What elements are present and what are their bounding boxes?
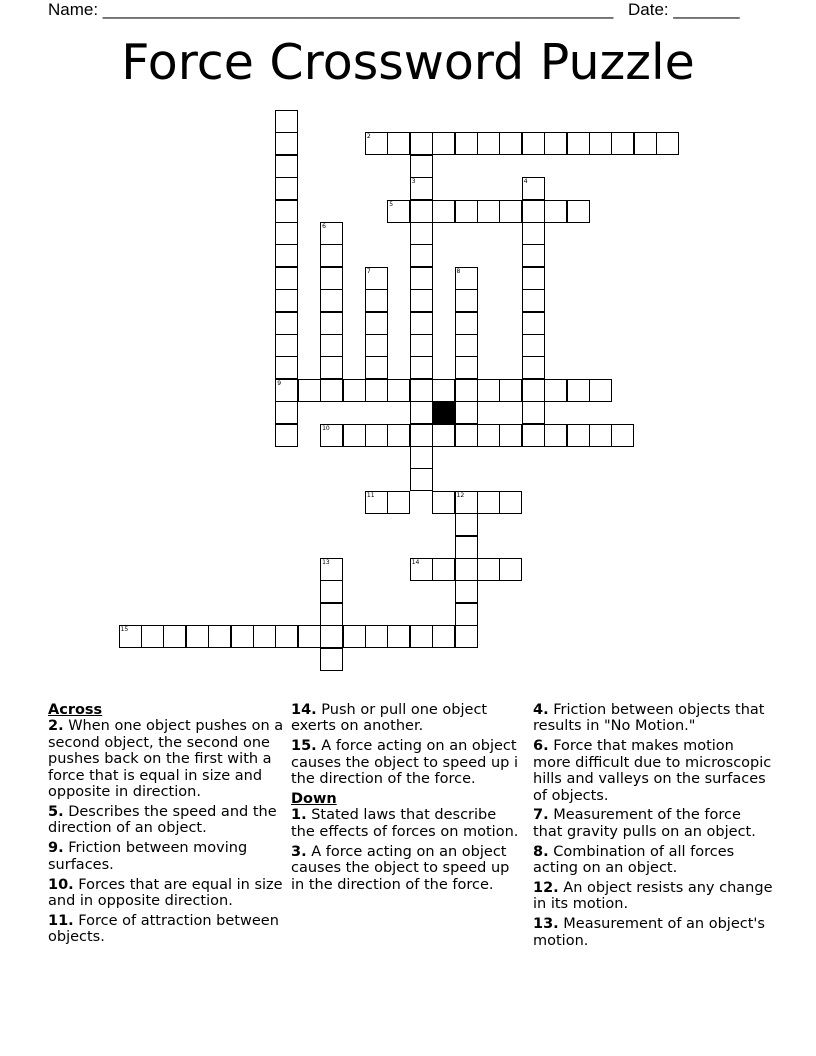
grid-cell[interactable] bbox=[477, 200, 500, 223]
grid-cell[interactable] bbox=[410, 379, 433, 402]
grid-cell[interactable] bbox=[320, 267, 343, 290]
down-clue bbox=[533, 880, 773, 913]
clue-text: A force acting on an object causes the object to speed up in the direction of the force. bbox=[291, 843, 510, 893]
grid-cell[interactable] bbox=[119, 625, 142, 648]
grid-cell[interactable] bbox=[455, 334, 478, 357]
grid-cell[interactable] bbox=[499, 132, 522, 155]
grid-cell[interactable] bbox=[589, 379, 612, 402]
across-clue bbox=[291, 702, 523, 735]
grid-cell[interactable] bbox=[477, 491, 500, 514]
clue-number: 7. bbox=[533, 807, 549, 824]
black-cell bbox=[432, 401, 455, 424]
grid-cell[interactable] bbox=[432, 379, 455, 402]
grid-cell[interactable] bbox=[522, 356, 545, 379]
grid-cell[interactable] bbox=[320, 625, 343, 648]
grid-cell[interactable] bbox=[567, 200, 590, 223]
clue-number: 5. bbox=[48, 803, 64, 820]
grid-cell[interactable] bbox=[477, 379, 500, 402]
clue-number: 8. bbox=[533, 843, 549, 860]
grid-cell[interactable] bbox=[320, 356, 343, 379]
grid-cell[interactable] bbox=[320, 289, 343, 312]
grid-cell[interactable] bbox=[544, 424, 567, 447]
grid-cell[interactable] bbox=[275, 312, 298, 335]
grid-cell[interactable] bbox=[522, 334, 545, 357]
clue-number-label: 10 bbox=[322, 424, 330, 432]
clue-number: 14. bbox=[291, 702, 317, 718]
grid-cell[interactable] bbox=[589, 132, 612, 155]
grid-cell[interactable] bbox=[499, 379, 522, 402]
across-heading: Across bbox=[48, 702, 103, 718]
down-clue bbox=[533, 844, 773, 877]
grid-cell[interactable] bbox=[320, 312, 343, 335]
grid-cell[interactable] bbox=[275, 334, 298, 357]
down-heading: Down bbox=[291, 791, 337, 808]
clue-column-1 bbox=[48, 702, 288, 949]
grid-cell[interactable] bbox=[410, 625, 433, 648]
grid-cell[interactable] bbox=[186, 625, 209, 648]
clue-number-label: 5 bbox=[389, 200, 394, 208]
grid-cell[interactable] bbox=[432, 558, 455, 581]
down-clue bbox=[291, 844, 523, 893]
grid-cell[interactable] bbox=[275, 132, 298, 155]
grid-cell[interactable] bbox=[522, 379, 545, 402]
grid-cell[interactable] bbox=[365, 625, 388, 648]
clue-number-label: 7 bbox=[366, 267, 371, 275]
clue-number: 3. bbox=[291, 843, 307, 860]
grid-cell[interactable] bbox=[522, 312, 545, 335]
across-clue bbox=[48, 877, 288, 910]
grid-cell[interactable] bbox=[499, 491, 522, 514]
grid-cell[interactable] bbox=[410, 446, 433, 469]
grid-cell[interactable] bbox=[275, 177, 298, 200]
grid-cell[interactable] bbox=[410, 356, 433, 379]
grid-cell[interactable] bbox=[365, 491, 388, 514]
grid-cell[interactable] bbox=[544, 200, 567, 223]
clue-text: Describes the speed and the direction of an object. bbox=[48, 803, 277, 837]
grid-cell[interactable] bbox=[365, 267, 388, 290]
grid-cell[interactable] bbox=[298, 625, 321, 648]
clue-number-label: 4 bbox=[523, 178, 528, 186]
clue-text: Combination of all forces acting on an object. bbox=[533, 843, 735, 877]
grid-cell[interactable] bbox=[455, 379, 478, 402]
grid-cell[interactable] bbox=[410, 312, 433, 335]
grid-cell[interactable] bbox=[320, 648, 343, 671]
grid-cell[interactable] bbox=[365, 289, 388, 312]
grid-cell[interactable] bbox=[455, 356, 478, 379]
grid-cell[interactable] bbox=[432, 200, 455, 223]
clue-text: Stated laws that describe the effects of forces on motion. bbox=[291, 807, 519, 840]
grid-cell[interactable] bbox=[455, 558, 478, 581]
date-field-label: Date: _______ bbox=[628, 0, 740, 19]
clue-text: An object resists any change in its motion. bbox=[533, 880, 773, 913]
grid-cell[interactable] bbox=[275, 267, 298, 290]
clue-text: Friction between moving surfaces. bbox=[48, 840, 248, 873]
grid-cell[interactable] bbox=[499, 200, 522, 223]
grid-cell[interactable] bbox=[320, 379, 343, 402]
grid-cell[interactable] bbox=[320, 244, 343, 267]
grid-cell[interactable] bbox=[275, 200, 298, 223]
grid-cell[interactable] bbox=[455, 424, 478, 447]
grid-cell[interactable] bbox=[634, 132, 657, 155]
grid-cell[interactable] bbox=[410, 177, 433, 200]
grid-cell[interactable] bbox=[275, 424, 298, 447]
clue-number-label: 12 bbox=[456, 491, 465, 499]
grid-cell[interactable] bbox=[343, 625, 366, 648]
clue-number-label: 9 bbox=[277, 379, 282, 387]
grid-cell[interactable] bbox=[455, 536, 478, 559]
grid-cell[interactable] bbox=[522, 200, 545, 223]
grid-cell[interactable] bbox=[656, 132, 679, 155]
grid-cell[interactable] bbox=[522, 132, 545, 155]
grid-cell[interactable] bbox=[387, 491, 410, 514]
clue-text: Friction between objects that results in "No Motion." bbox=[533, 702, 765, 735]
grid-cell[interactable] bbox=[455, 603, 478, 626]
grid-cell[interactable] bbox=[365, 334, 388, 357]
grid-cell[interactable] bbox=[410, 244, 433, 267]
grid-cell[interactable] bbox=[343, 379, 366, 402]
grid-cell[interactable] bbox=[275, 289, 298, 312]
grid-cell[interactable] bbox=[410, 267, 433, 290]
grid-cell[interactable] bbox=[455, 312, 478, 335]
grid-cell[interactable] bbox=[432, 424, 455, 447]
grid-cell[interactable] bbox=[522, 401, 545, 424]
grid-cell[interactable] bbox=[410, 155, 433, 178]
grid-cell[interactable] bbox=[522, 424, 545, 447]
grid-cell[interactable] bbox=[365, 424, 388, 447]
grid-cell[interactable] bbox=[275, 356, 298, 379]
name-field-label: Name: ______________________________________________________ bbox=[48, 0, 614, 19]
clue-text: Push or pull one object exerts on another. bbox=[291, 702, 488, 735]
page-title: Force Crossword Puzzle bbox=[121, 34, 695, 91]
across-clue bbox=[48, 804, 288, 837]
grid-cell[interactable] bbox=[455, 625, 478, 648]
clue-number-label: 3 bbox=[411, 178, 416, 186]
grid-cell[interactable] bbox=[611, 424, 634, 447]
grid-cell[interactable] bbox=[275, 379, 298, 402]
grid-cell[interactable] bbox=[410, 468, 433, 491]
grid-cell[interactable] bbox=[275, 625, 298, 648]
grid-cell[interactable] bbox=[163, 625, 186, 648]
grid-cell[interactable] bbox=[320, 603, 343, 626]
grid-cell[interactable] bbox=[387, 625, 410, 648]
grid-cell[interactable] bbox=[275, 110, 298, 133]
grid-cell[interactable] bbox=[522, 267, 545, 290]
grid-cell[interactable] bbox=[275, 244, 298, 267]
grid-cell[interactable] bbox=[589, 424, 612, 447]
grid-cell[interactable] bbox=[410, 401, 433, 424]
grid-cell[interactable] bbox=[567, 379, 590, 402]
grid-cell[interactable] bbox=[365, 132, 388, 155]
grid-cell[interactable] bbox=[275, 401, 298, 424]
clue-number: 6. bbox=[533, 738, 549, 755]
clue-number: 9. bbox=[48, 840, 64, 857]
grid-cell[interactable] bbox=[544, 379, 567, 402]
grid-cell[interactable] bbox=[298, 379, 321, 402]
grid-cell[interactable] bbox=[522, 222, 545, 245]
clue-column-2 bbox=[291, 702, 523, 896]
grid-cell[interactable] bbox=[432, 491, 455, 514]
clue-number: 4. bbox=[533, 702, 549, 718]
clue-number: 13. bbox=[533, 916, 559, 933]
clue-column-3 bbox=[533, 702, 773, 953]
clue-number: 12. bbox=[533, 880, 559, 897]
grid-cell[interactable] bbox=[611, 132, 634, 155]
grid-cell[interactable] bbox=[455, 132, 478, 155]
grid-cell[interactable] bbox=[231, 625, 254, 648]
clue-number: 2. bbox=[48, 718, 64, 735]
grid-cell[interactable] bbox=[455, 580, 478, 603]
grid-cell[interactable] bbox=[387, 424, 410, 447]
grid-cell[interactable] bbox=[387, 379, 410, 402]
grid-cell[interactable] bbox=[410, 132, 433, 155]
grid-cell[interactable] bbox=[141, 625, 164, 648]
grid-cell[interactable] bbox=[455, 401, 478, 424]
clue-number: 10. bbox=[48, 876, 74, 893]
clue-text: Force that makes motion more difficult due to microscopic hills and valleys on the surfaces of objects. bbox=[533, 738, 772, 804]
grid-cell[interactable] bbox=[522, 177, 545, 200]
grid-cell[interactable] bbox=[544, 132, 567, 155]
clue-text: Measurement of the force that gravity pulls on an object. bbox=[533, 807, 756, 840]
across-clue bbox=[48, 913, 288, 946]
grid-cell[interactable] bbox=[365, 356, 388, 379]
clue-number-label: 15 bbox=[120, 626, 129, 634]
grid-cell[interactable] bbox=[365, 379, 388, 402]
clue-number-label: 2 bbox=[366, 133, 371, 141]
clue-text: Forces that are equal in size and in opposite direction. bbox=[48, 876, 283, 909]
grid-cell[interactable] bbox=[455, 267, 478, 290]
grid-cell[interactable] bbox=[455, 200, 478, 223]
down-clue bbox=[533, 916, 773, 949]
grid-cell[interactable] bbox=[455, 289, 478, 312]
grid-cell[interactable] bbox=[410, 558, 433, 581]
clue-number-label: 13 bbox=[322, 559, 330, 566]
clue-number-label: 6 bbox=[322, 223, 326, 230]
grid-cell[interactable] bbox=[253, 625, 276, 648]
down-clue bbox=[533, 738, 773, 804]
clue-text: A force acting on an object causes the object to speed up i the direction of the force. bbox=[291, 738, 518, 788]
clue-number-label: 8 bbox=[456, 267, 461, 275]
grid-cell[interactable] bbox=[365, 312, 388, 335]
grid-cell[interactable] bbox=[477, 558, 500, 581]
grid-cell[interactable] bbox=[320, 334, 343, 357]
grid-cell[interactable] bbox=[499, 424, 522, 447]
clue-number: 1. bbox=[291, 807, 307, 824]
grid-cell[interactable] bbox=[410, 289, 433, 312]
grid-cell[interactable] bbox=[208, 625, 231, 648]
clue-text: Force of attraction between objects. bbox=[48, 912, 279, 946]
across-clue bbox=[48, 718, 288, 800]
grid-cell[interactable] bbox=[320, 424, 343, 447]
grid-cell[interactable] bbox=[387, 200, 410, 223]
grid-cell[interactable] bbox=[275, 155, 298, 178]
clue-number-label: 14 bbox=[411, 559, 420, 566]
across-clue bbox=[291, 738, 523, 787]
grid-cell[interactable] bbox=[477, 132, 500, 155]
grid-cell[interactable] bbox=[455, 513, 478, 536]
grid-cell[interactable] bbox=[387, 132, 410, 155]
grid-cell[interactable] bbox=[320, 580, 343, 603]
grid-cell[interactable] bbox=[499, 558, 522, 581]
grid-cell[interactable] bbox=[343, 424, 366, 447]
clue-text: Measurement of an object's motion. bbox=[533, 916, 765, 949]
grid-cell[interactable] bbox=[432, 132, 455, 155]
grid-cell[interactable] bbox=[275, 222, 298, 245]
clue-number: 15. bbox=[291, 738, 317, 755]
grid-cell[interactable] bbox=[567, 424, 590, 447]
clue-text: When one object pushes on a second object, the second one pushes back on the first with a force that is equal in size and opposite in direction. bbox=[48, 718, 284, 801]
clue-number: 11. bbox=[48, 912, 74, 929]
down-clue bbox=[533, 702, 773, 735]
grid-cell[interactable] bbox=[410, 200, 433, 223]
grid-cell[interactable] bbox=[320, 222, 343, 245]
down-clue bbox=[533, 807, 773, 840]
grid-cell[interactable] bbox=[320, 558, 343, 581]
grid-cell[interactable] bbox=[455, 491, 478, 514]
grid-cell[interactable] bbox=[522, 289, 545, 312]
grid-cell[interactable] bbox=[567, 132, 590, 155]
grid-cell[interactable] bbox=[522, 244, 545, 267]
clue-number-label: 11 bbox=[366, 491, 375, 499]
across-clue bbox=[48, 840, 288, 873]
grid-cell[interactable] bbox=[410, 222, 433, 245]
grid-cell[interactable] bbox=[432, 625, 455, 648]
down-clue bbox=[291, 807, 523, 840]
grid-cell[interactable] bbox=[477, 424, 500, 447]
grid-cell[interactable] bbox=[410, 334, 433, 357]
grid-cell[interactable] bbox=[410, 424, 433, 447]
